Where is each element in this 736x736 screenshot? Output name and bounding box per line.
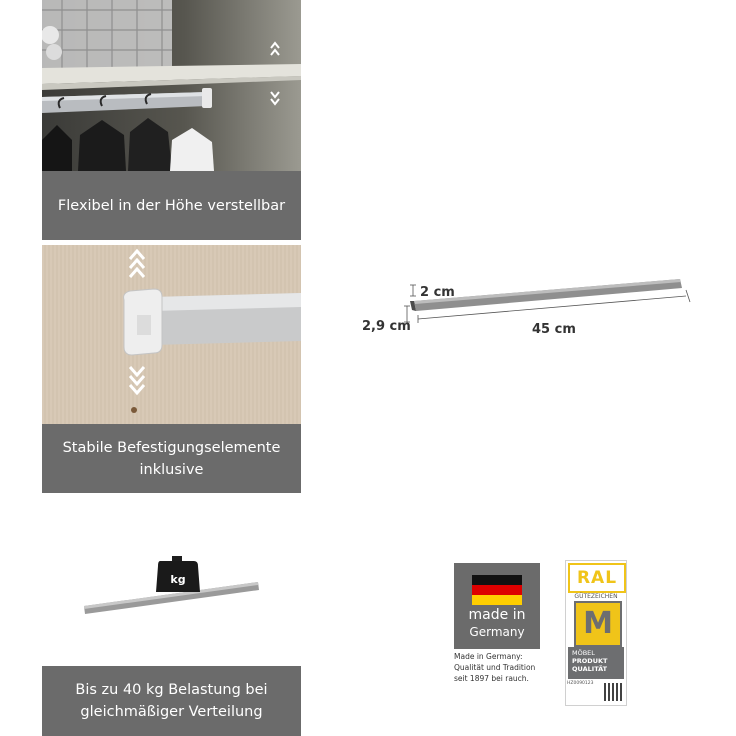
feature-caption-load [42, 666, 301, 736]
height-label: 2,9 cm [362, 319, 411, 334]
caption-line-1: Bis zu 40 kg Belastung bei [75, 682, 268, 698]
german-flag-icon [472, 575, 522, 605]
ral-sub-3: QUALITÄT [572, 665, 608, 673]
note-line-2: Qualität und Tradition [454, 663, 536, 672]
ral-m-icon [574, 601, 622, 647]
weight-unit-label: kg [170, 573, 186, 586]
ral-sub-1: MÖBEL [572, 649, 595, 657]
ral-label: GÜTEZEICHEN [574, 593, 618, 600]
photo-closet-rail [42, 0, 301, 171]
made-in-germany-badge [454, 563, 540, 649]
caption-line-2: gleichmäßiger Verteilung [80, 704, 263, 720]
note-line-3: seit 1897 bei rauch. [454, 674, 529, 683]
photo-mounting-bracket [42, 245, 301, 424]
caption-line-1: Stabile Befestigungselemente [62, 439, 281, 456]
ral-quality-badge [565, 560, 627, 706]
ral-code: HZ0090123 [567, 681, 594, 686]
feature-caption-brackets [42, 424, 301, 493]
ral-m-letter: M [583, 606, 613, 641]
length-label: 45 cm [532, 322, 576, 337]
feature-caption-height [42, 171, 301, 240]
ral-subtitle [568, 647, 624, 679]
width-label: 2 cm [420, 285, 455, 300]
ral-sub-2: PRODUKT [572, 657, 608, 665]
made-in-label: made in [468, 607, 526, 623]
ral-logo: RAL [568, 563, 626, 593]
note-line-1: Made in Germany: [454, 652, 523, 661]
made-in-germany-note [454, 651, 564, 684]
dimension-drawing [360, 270, 700, 350]
qr-code-icon [604, 683, 622, 701]
weight-handle-icon [172, 556, 182, 561]
caption-text: Flexibel in der Höhe verstellbar [57, 197, 286, 214]
weight-illustration [80, 548, 265, 618]
caption-line-2: inklusive [139, 461, 204, 478]
germany-label: Germany [469, 625, 525, 639]
